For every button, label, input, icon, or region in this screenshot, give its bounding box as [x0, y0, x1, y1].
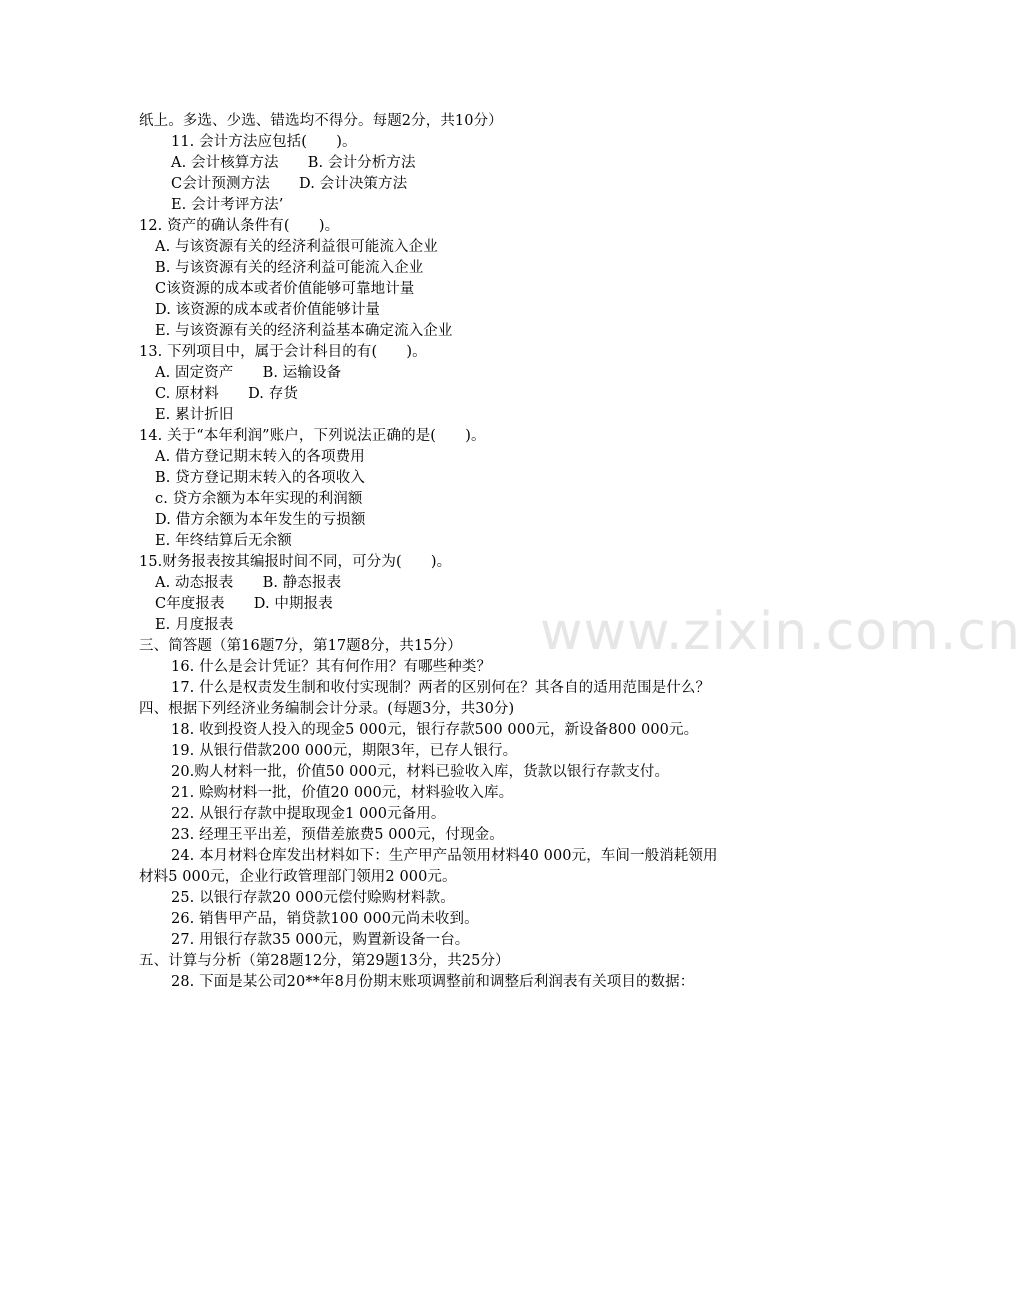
text-line: 21. 赊购材料一批，价值20 000元，材料验收入库。 [171, 785, 514, 801]
text-line: A. 借方登记期末转入的各项费用 [155, 449, 365, 465]
text-line: B. 贷方登记期末转入的各项收入 [155, 470, 365, 486]
text-line: 28. 下面是某公司20**年8月份期末账项调整前和调整后利润表有关项目的数据： [171, 974, 695, 990]
watermark: www.zixin.com.cn [540, 602, 1021, 662]
text-line: 18. 收到投资人投入的现金5 000元，银行存款500 000元，新设备800 000元。 [171, 722, 699, 738]
text-line: E. 月度报表 [155, 617, 234, 633]
text-line: 16. 什么是会计凭证？其有何作用？有哪些种类？ [171, 659, 492, 675]
text-line: 四、根据下列经济业务编制会计分录。(每题3分，共30分) [139, 701, 515, 717]
text-line: 26. 销售甲产品，销贷款100 000元尚未收到。 [171, 911, 479, 927]
text-line: E. 会计考评方法’ [171, 197, 284, 213]
text-line: A. 固定资产 B. 运输设备 [155, 365, 342, 381]
text-line: 12. 资产的确认条件有( )。 [139, 218, 340, 234]
text-line: A. 与该资源有关的经济利益很可能流入企业 [155, 239, 438, 255]
text-line: C. 原材料 D. 存货 [155, 386, 298, 402]
text-line: 材料5 000元，企业行政管理部门领用2 000元。 [139, 869, 457, 885]
text-line: 纸上。多选、少选、错选均不得分。每题2分，共10分） [139, 113, 503, 129]
text-line: 17. 什么是权责发生制和收付实现制？两者的区别何在？其各自的适用范围是什么？ [171, 680, 711, 696]
text-line: E. 年终结算后无余额 [155, 533, 292, 549]
text-line: 14. 关于“本年利润”账户，下列说法正确的是( )。 [139, 428, 486, 444]
text-line: C年度报表 D. 中期报表 [155, 596, 333, 612]
text-line: c. 贷方余额为本年实现的利润额 [155, 491, 363, 507]
text-line: 19. 从银行借款200 000元，期限3年，已存人银行。 [171, 743, 518, 759]
text-line: 五、计算与分析（第28题12分，第29题13分，共25分） [139, 953, 510, 969]
text-line: E. 与该资源有关的经济利益基本确定流入企业 [155, 323, 453, 339]
document-body [139, 111, 839, 993]
text-line: 20.购人材料一批，价值50 000元，材料已验收入库，货款以银行存款支付。 [171, 764, 670, 780]
text-line: 11. 会计方法应包括( )。 [171, 134, 357, 150]
text-line: C该资源的成本或者价值能够可靠地计量 [155, 281, 415, 297]
text-line: E. 累计折旧 [155, 407, 234, 423]
text-line: 22. 从银行存款中提取现金1 000元备用。 [171, 806, 446, 822]
text-line: A. 会计核算方法 B. 会计分析方法 [171, 155, 416, 171]
text-line: 23. 经理王平出差，预借差旅费5 000元，付现金。 [171, 827, 504, 843]
text-line: D. 该资源的成本或者价值能够计量 [155, 302, 381, 318]
text-line: B. 与该资源有关的经济利益可能流入企业 [155, 260, 424, 276]
text-line: C会计预测方法 D. 会计决策方法 [171, 176, 408, 192]
text-line: A. 动态报表 B. 静态报表 [155, 575, 342, 591]
text-line: 27. 用银行存款35 000元，购置新设备一台。 [171, 932, 470, 948]
text-line: 13. 下列项目中，属于会计科目的有( )。 [139, 344, 427, 360]
text-line: 25. 以银行存款20 000元偿付赊购材料款。 [171, 890, 455, 906]
text-line: 24. 本月材料仓库发出材料如下：生产甲产品领用材料40 000元，车间一般消耗领用 [171, 848, 718, 864]
text-line: 15.财务报表按其编报时间不同，可分为( )。 [139, 554, 452, 570]
text-line: D. 借方余额为本年发生的亏损额 [155, 512, 366, 528]
text-line: 三、简答题（第16题7分，第17题8分，共15分） [139, 638, 462, 654]
